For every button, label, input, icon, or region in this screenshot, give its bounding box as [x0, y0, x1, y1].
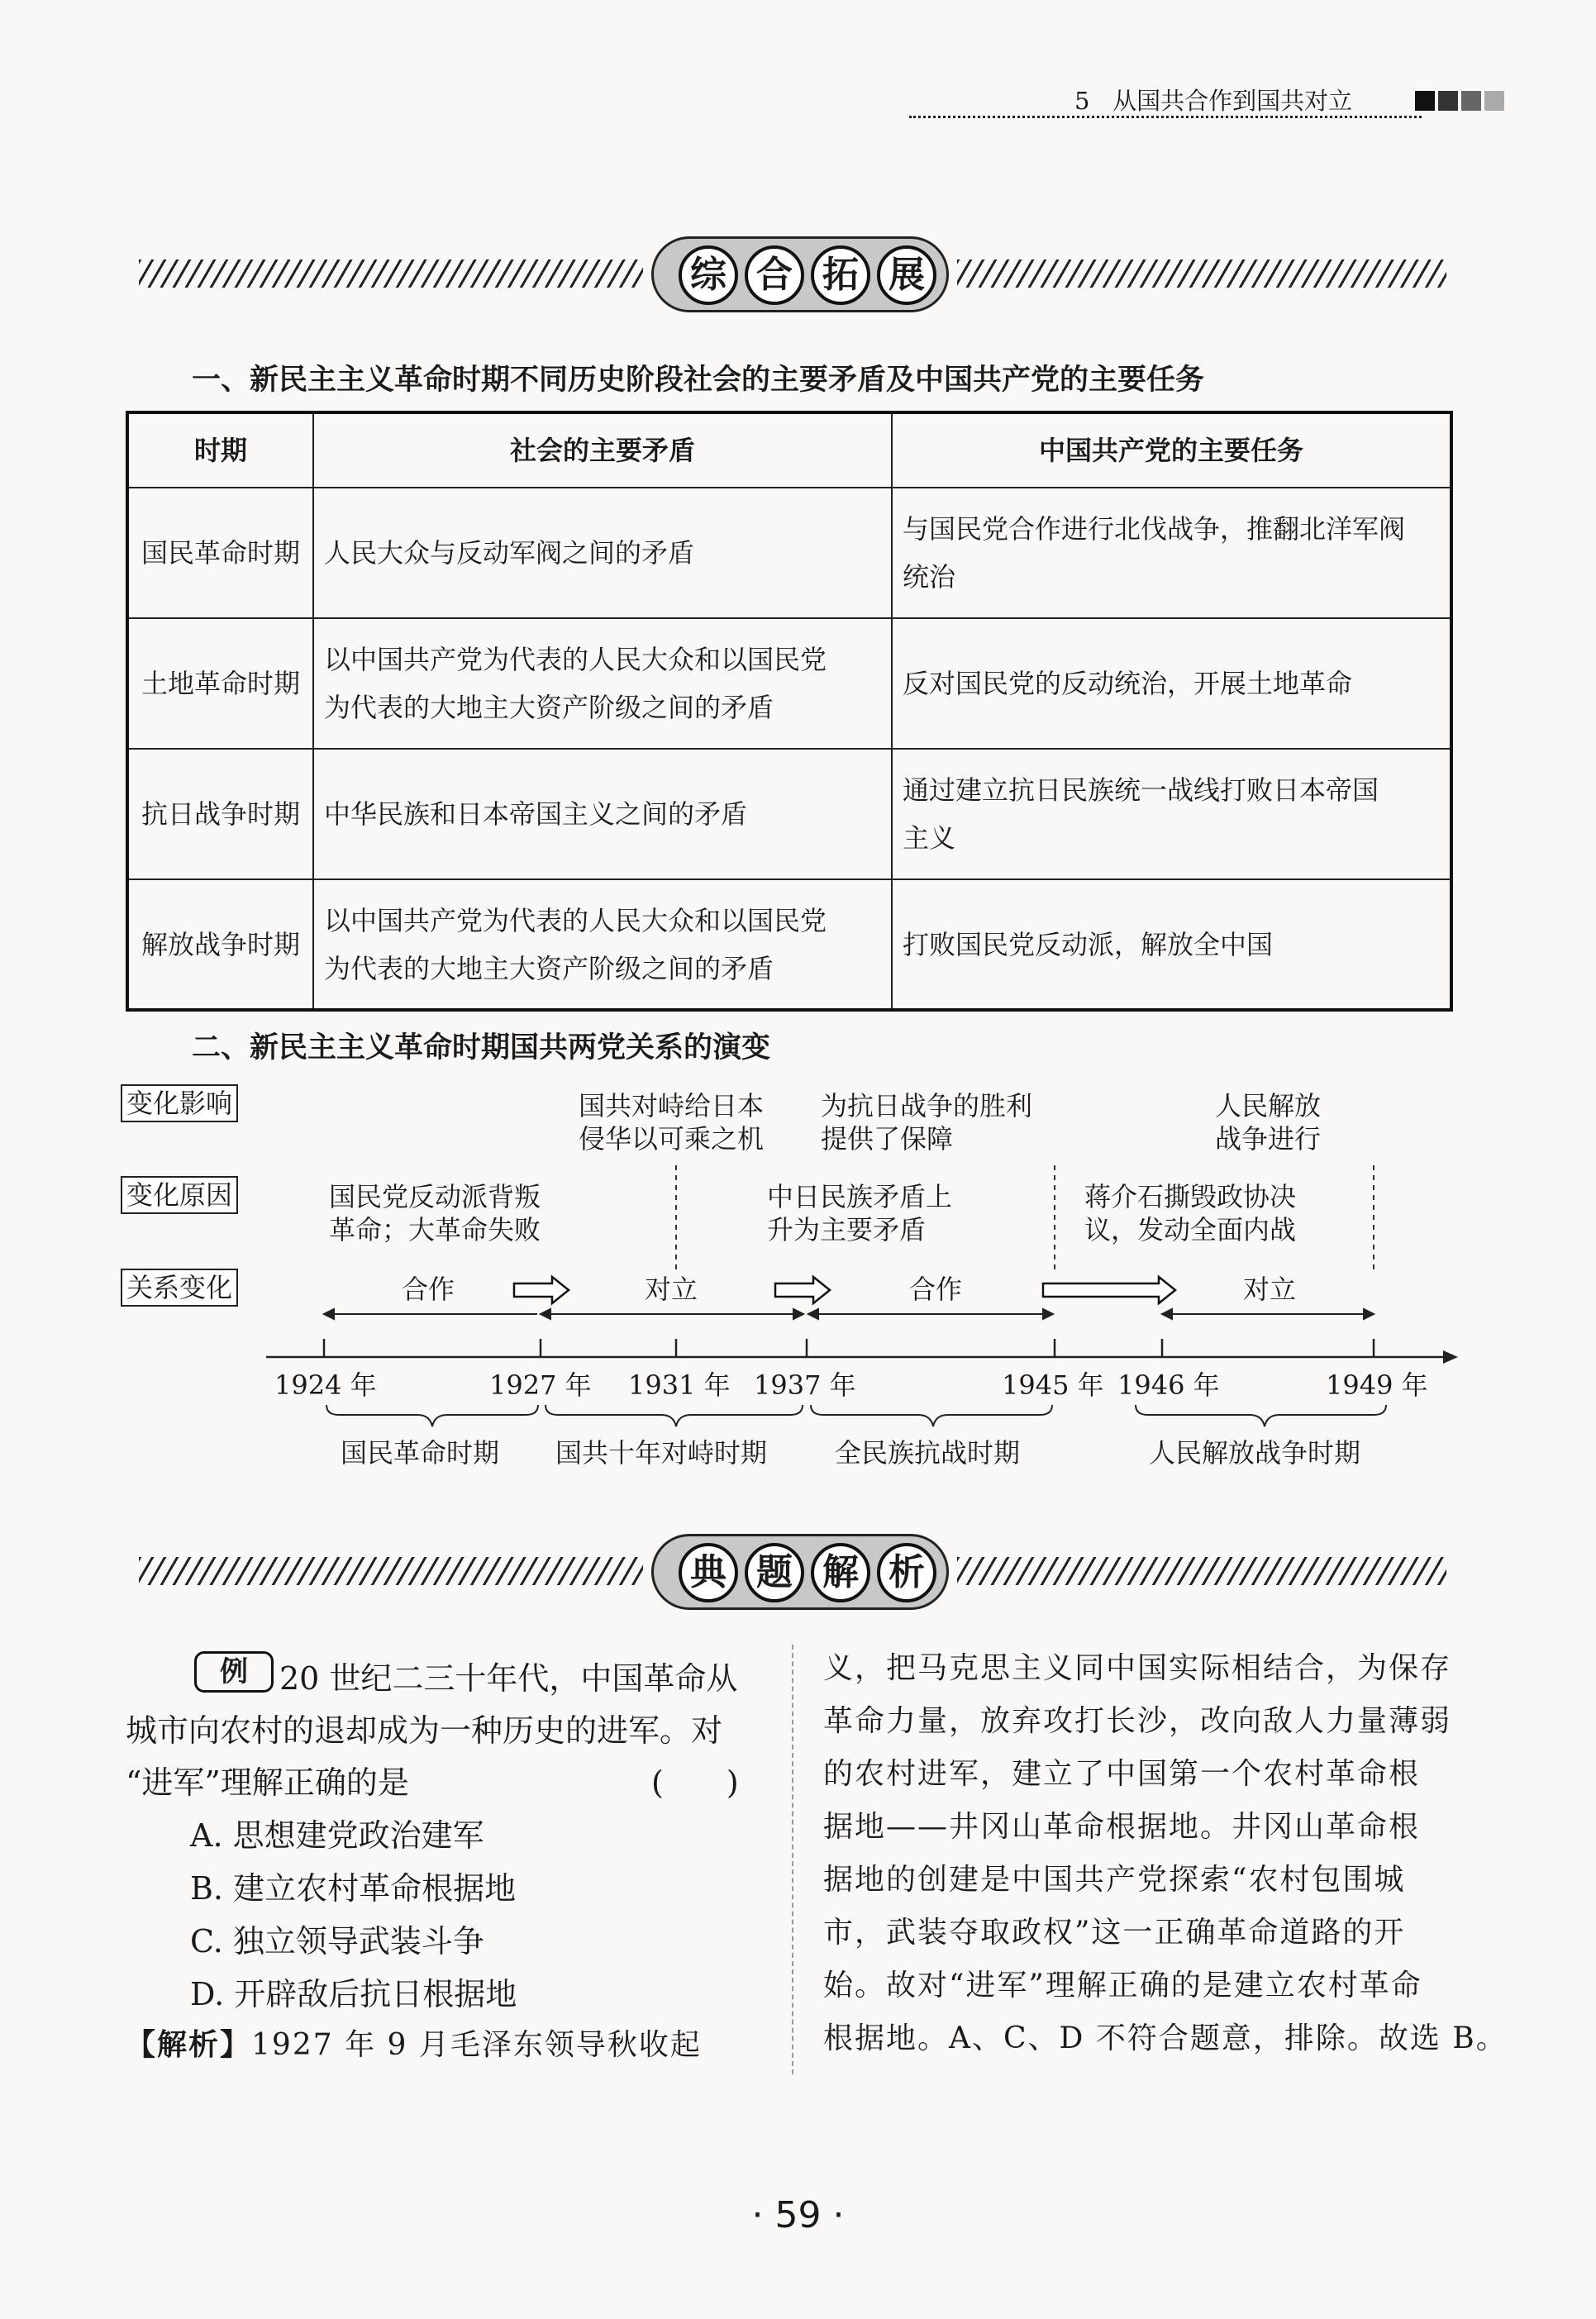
impact-line: 为抗日战争的胜利 [821, 1090, 1033, 1121]
cell-line: 以中国共产党为代表的人民大众和以国民党 [324, 644, 827, 675]
analysis-text: 1927 年 9 月毛泽东领导秋收起 [251, 2028, 702, 2062]
arrow-head [1043, 1309, 1053, 1319]
period-brace [545, 1405, 803, 1426]
cause-line: 革命；大革命失败 [329, 1214, 541, 1245]
relation-label: 对立 [1243, 1274, 1297, 1305]
period-label: 国民革命时期 [341, 1437, 500, 1469]
period-brace [1136, 1405, 1386, 1426]
transition-arrow [775, 1277, 830, 1303]
chapter-number: 5 [1074, 87, 1090, 115]
transition-arrow [1043, 1277, 1175, 1303]
header-task: 中国共产党的主要任务 [892, 412, 1451, 488]
question-line: 城市向农村的退却成为一种历史的进军。对 [126, 1712, 723, 1749]
period-brace [811, 1405, 1052, 1426]
banner1-char-2: 合 [745, 245, 804, 305]
cause-line: 国民党反动派背叛 [329, 1181, 541, 1212]
period-cell: 抗日战争时期 [127, 749, 313, 879]
year-label: 1949 年 [1326, 1369, 1428, 1401]
arrow-head [808, 1309, 818, 1319]
section2-title: 二、新民主主义革命时期国共两党关系的演变 [192, 1031, 771, 1064]
impact-line: 战争进行 [1215, 1123, 1322, 1155]
chapter-title: 从国共合作到国共对立 [1112, 87, 1353, 115]
cell-line: 中华民族和日本帝国主义之间的矛盾 [324, 798, 748, 830]
period-cell: 国民革命时期 [127, 488, 313, 618]
arrow-head [793, 1309, 803, 1319]
banner2-hatch-right [957, 1557, 1446, 1585]
arrow-head [1364, 1309, 1374, 1319]
relation-label: 合作 [402, 1274, 455, 1305]
analysis-line: 根据地。A、C、D 不符合题意，排除。故选 B。 [823, 2021, 1508, 2055]
banner1-char-4: 展 [877, 245, 936, 305]
cause-line: 中日民族矛盾上 [767, 1181, 953, 1212]
period-label: 全民族抗战时期 [835, 1437, 1021, 1469]
impact-line: 侵华以可乘之机 [579, 1123, 765, 1155]
banner2-char-1: 典 [679, 1543, 738, 1602]
cell-line: 以中国共产党为代表的人民大众和以国民党 [324, 904, 827, 936]
banner-example-analysis [651, 1534, 949, 1610]
banner2-char-2: 题 [745, 1543, 804, 1602]
arrow-head [541, 1309, 550, 1319]
option-d: D. 开辟敌后抗日根据地 [190, 1976, 517, 2012]
cause-line: 升为主要矛盾 [767, 1214, 927, 1245]
relation-label: 合作 [909, 1274, 963, 1305]
banner1-char-1: 综 [679, 245, 738, 305]
analysis-first-line [126, 2021, 702, 2064]
axis-arrow-head [1443, 1350, 1458, 1364]
banner1-char-3: 拓 [811, 245, 870, 305]
column-divider [792, 1645, 793, 2074]
question-line: “进军”理解正确的是 [126, 1764, 409, 1801]
year-label: 1945 年 [1002, 1369, 1104, 1401]
cell-line: 为代表的大地主大资产阶级之间的矛盾 [324, 692, 774, 723]
label-impact: 变化影响 [121, 1084, 238, 1122]
section1-title: 一、新民主主义革命时期不同历史阶段社会的主要矛盾及中国共产党的主要任务 [192, 364, 1205, 397]
impact-line: 人民解放 [1215, 1090, 1322, 1121]
answer-blank: ( ) [651, 1764, 739, 1801]
period-brace [326, 1405, 538, 1426]
label-change: 关系变化 [121, 1269, 238, 1307]
cell-line: 与国民党合作进行北伐战争，推翻北洋军阀 [903, 513, 1406, 545]
analysis-line: 革命力量，放弃攻打长沙，改向敌人力量薄弱 [823, 1704, 1452, 1738]
example-tag: 例 [194, 1651, 274, 1693]
period-label: 人民解放战争时期 [1149, 1437, 1361, 1469]
option-b: B. 建立农村革命根据地 [190, 1870, 517, 1907]
year-label: 1946 年 [1117, 1369, 1220, 1401]
period-cell: 土地革命时期 [127, 618, 313, 749]
page-number: · 59 · [751, 2194, 845, 2236]
year-label: 1931 年 [628, 1369, 731, 1401]
banner2-hatch-left [139, 1557, 643, 1585]
arrow-head [324, 1309, 334, 1319]
period-cell: 解放战争时期 [127, 879, 313, 1010]
period-label: 国共十年对峙时期 [555, 1437, 768, 1469]
header-period: 时期 [127, 412, 313, 488]
option-a: A. 思想建党政治建军 [190, 1817, 484, 1854]
impact-line: 提供了保障 [821, 1123, 954, 1155]
arrow-head [1162, 1309, 1172, 1319]
banner2-char-3: 解 [811, 1543, 870, 1602]
label-cause: 变化原因 [121, 1176, 238, 1214]
analysis-line: 据地的创建是中国共产党探索“农村包围城 [823, 1863, 1406, 1897]
header-contradiction: 社会的主要矛盾 [313, 412, 892, 488]
impact-line: 国共对峙给日本 [579, 1090, 765, 1121]
cell-line: 主义 [903, 822, 956, 854]
analysis-line: 义，把马克思主义同中国实际相结合，为保存 [823, 1651, 1452, 1685]
analysis-line: 市，武装夺取政权”这一正确革命道路的开 [823, 1916, 1406, 1950]
year-label: 1924 年 [274, 1369, 377, 1401]
cell-line: 反对国民党的反动统治，开展土地革命 [903, 668, 1353, 699]
relation-label: 对立 [645, 1274, 698, 1305]
option-c: C. 独立领导武装斗争 [190, 1923, 484, 1959]
cell-line: 人民大众与反动军阀之间的矛盾 [324, 537, 695, 569]
analysis-line: 的农村进军，建立了中国第一个农村革命根 [823, 1757, 1421, 1791]
analysis-tag: 【解析】 [126, 2028, 252, 2062]
cause-line: 议，发动全面内战 [1084, 1214, 1297, 1245]
cause-line: 蒋介石撕毁政协决 [1084, 1181, 1297, 1212]
cell-line: 通过建立抗日民族统一战线打败日本帝国 [903, 774, 1379, 806]
year-label: 1937 年 [754, 1369, 856, 1401]
cell-line: 统治 [903, 561, 956, 593]
analysis-line: 始。故对“进军”理解正确的是建立农村革命 [823, 1969, 1422, 2002]
cell-line: 打败国民党反动派，解放全中国 [903, 928, 1274, 960]
analysis-line: 据地——井冈山革命根据地。井冈山革命根 [823, 1810, 1421, 1844]
transition-arrow [514, 1277, 569, 1303]
banner2-char-4: 析 [877, 1543, 936, 1602]
question-line: 20 世纪二三十年代，中国革命从 [279, 1660, 738, 1697]
year-label: 1927 年 [489, 1369, 592, 1401]
cell-line: 为代表的大地主大资产阶级之间的矛盾 [324, 952, 774, 984]
